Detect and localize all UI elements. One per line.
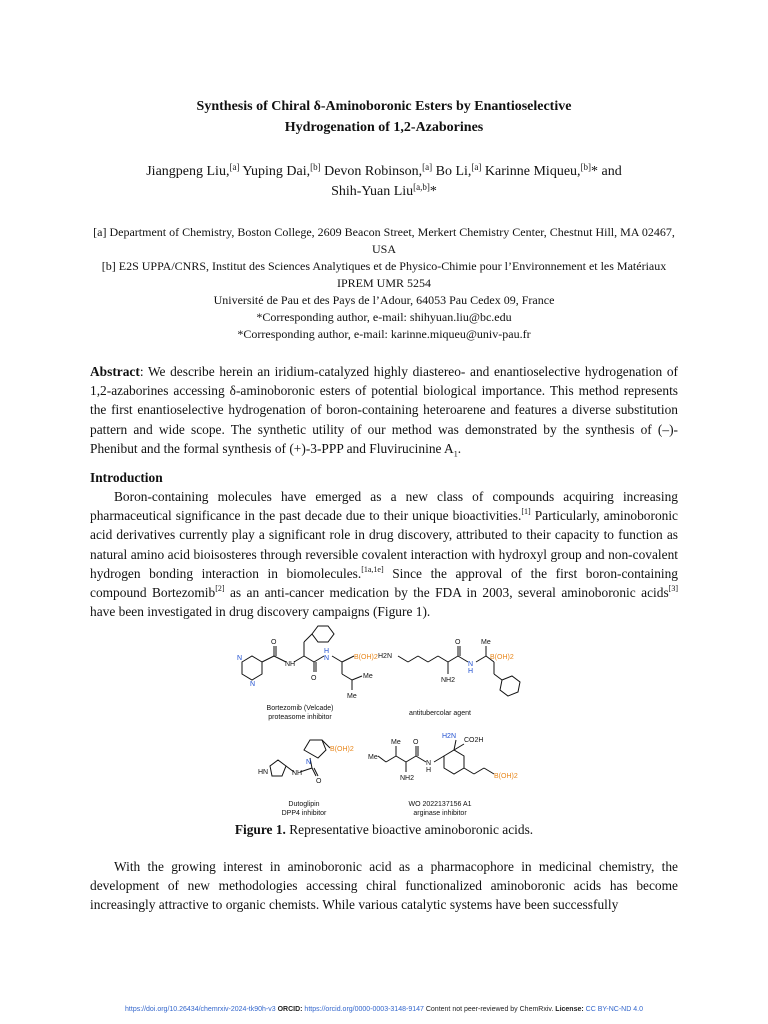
- author-6-affil: [a,b]: [413, 182, 430, 192]
- atom-o: O: [271, 639, 277, 646]
- atom-me: Me: [363, 673, 373, 680]
- atom-n: N: [306, 759, 312, 766]
- pyrrolidine-ring-1: [304, 740, 326, 758]
- license-link[interactable]: CC BY-NC-ND 4.0: [585, 1006, 643, 1013]
- abstract-end: .: [457, 440, 462, 456]
- doi-link[interactable]: https://doi.org/10.26434/chemrxiv-2024-tk90h-v3: [125, 1006, 276, 1013]
- bortezomib-desc: proteasome inhibitor: [268, 714, 332, 721]
- introduction-paragraph: [90, 487, 678, 621]
- atom-o: O: [316, 778, 322, 785]
- author-4-affil: [a]: [471, 162, 482, 172]
- author-3-affil: [a]: [422, 162, 433, 172]
- affiliation-b-university: Université de Pau et des Pays de l’Adour, 64053 Pau Cedex 09, France: [213, 293, 555, 307]
- orcid-label: ORCID:: [277, 1006, 303, 1013]
- corresponding-email-2: *Corresponding author, e-mail: karinne.miqueu@univ-pau.fr: [237, 327, 531, 341]
- author-1: Jiangpeng Liu,: [146, 164, 230, 179]
- cyclohexane-ring: [444, 750, 464, 774]
- author-6-suffix: *: [429, 184, 437, 199]
- intro-text-c: Since the approval of the first boron-containing compound Bortezomib: [90, 565, 678, 601]
- atom-me: Me: [481, 639, 491, 646]
- atom-n: N: [250, 681, 256, 688]
- author-2: Yuping Dai,: [239, 164, 311, 179]
- atom-me: Me: [391, 739, 401, 746]
- figure-1-structures: [230, 620, 550, 825]
- ref-3: [3]: [668, 584, 678, 594]
- abstract-label: Abstract: [90, 364, 140, 379]
- affiliation-b: [b] E2S UPPA/CNRS, Institut des Sciences Analytiques et de Physico-Chimie pour l’Environnement et les Matériaux IPREM UMR 5254: [101, 259, 667, 290]
- orcid-link[interactable]: https://orcid.org/0000-0003-3148-9147: [304, 1006, 424, 1013]
- author-5-suffix: * and: [591, 164, 622, 179]
- atom-n: N: [468, 661, 474, 668]
- wo-desc: arginase inhibitor: [413, 810, 467, 817]
- atom-nh: NH: [285, 661, 296, 668]
- second-paragraph: With the growing interest in aminoboronic acid as a pharmacophore in medicinal chemistry, the development of new methodologies accessing chiral functionalized aminoboronic acids has become increasingly attractive to organic chemists. While various catalytic systems have been successfully: [90, 859, 678, 913]
- atom-o: O: [455, 639, 461, 646]
- atom-h: H: [324, 648, 330, 655]
- peer-review-note: Content not peer-reviewed by ChemRxiv.: [423, 1006, 554, 1013]
- pyrrolidine-ring-2: [270, 760, 286, 776]
- atom-co2h: CO2H: [464, 737, 484, 744]
- phenyl-ring-2: [500, 676, 520, 696]
- atom-nh2: NH2: [441, 677, 456, 684]
- ref-1: [1]: [521, 507, 531, 517]
- atom-me: Me: [347, 693, 357, 700]
- atom-hn: HN: [258, 769, 269, 776]
- atom-h: H: [426, 767, 432, 774]
- phenyl-ring-1: [312, 626, 334, 642]
- antitubercular-label: antitubercolar agent: [409, 710, 471, 717]
- atom-o: O: [413, 739, 419, 746]
- author-5: Karinne Miqueu,: [481, 164, 581, 179]
- page-footer: [0, 1006, 768, 1013]
- affiliations: [90, 224, 678, 343]
- bortezomib-name: Bortezomib (Velcade): [266, 705, 334, 712]
- paper-title: [90, 96, 678, 138]
- atom-n: N: [426, 760, 432, 767]
- author-2-affil: [b]: [310, 162, 321, 172]
- atom-boh2: B(OH)2: [494, 773, 518, 780]
- dutoglipin-name: Dutoglipin: [288, 801, 320, 808]
- author-list: [90, 162, 678, 202]
- author-6: Shih-Yuan Liu: [331, 184, 414, 199]
- introduction-heading: Introduction: [90, 470, 163, 485]
- abstract: [90, 362, 678, 458]
- caption-text: Representative bioactive aminoboronic acids.: [285, 822, 534, 837]
- atom-h2n: H2N: [442, 733, 457, 740]
- title-line-1: Synthesis of Chiral δ-Aminoboronic Esters by Enantioselective: [196, 99, 572, 114]
- author-5-affil: [b]: [580, 162, 592, 172]
- intro-text-d: as an anti-cancer medication by the FDA in 2003, several aminoboronic acids: [224, 585, 669, 601]
- atom-n: N: [237, 655, 243, 662]
- pyrazine-ring: [242, 656, 262, 680]
- bortezomib-structure: [242, 626, 362, 690]
- atom-boh2: B(OH)2: [330, 746, 354, 753]
- intro-text-a: Boron-containing molecules have emerged as a new class of compounds acquiring increasing pharmaceutical significance in the past decade due to their unique bioactivities.: [90, 489, 678, 524]
- abstract-text: : We describe herein an iridium-catalyzed highly diastereo- and enantioselective hydrogenation of 1,2-azaborines accessing δ-aminoboronic esters of potential biological importance. This method represents the first enantioselective hydrogenation of boron-containing heteroarene and features a diverse substitution pattern and wide scope. The synthetic utility of our method was demonstrated by the synthesis of (–)-Phenibut and the formal synthesis of (+)-3-PPP and Fluvirucinine A: [90, 364, 678, 456]
- author-1-affil: [a]: [229, 162, 240, 172]
- author-4: Bo Li,: [432, 164, 472, 179]
- affiliation-a: [a] Department of Chemistry, Boston College, 2609 Beacon Street, Merkert Chemistry Center, Chestnut Hill, MA 02467, USA: [93, 225, 675, 256]
- dutoglipin-desc: DPP4 inhibitor: [281, 810, 327, 817]
- intro-text-b: Particularly, aminoboronic acid derivatives currently play a significant role in drug discovery, attributed to their capacity to function as natural amino acid bioisosteres through reversible covalent interaction with hydroxyl group and non-covalent hydrogen bonding interaction in biomolecules.: [90, 508, 678, 581]
- atom-h: H: [468, 668, 474, 675]
- title-line-2: Hydrogenation of 1,2-Azaborines: [284, 120, 484, 135]
- atom-boh2: B(OH)2: [354, 654, 378, 661]
- figure-1-caption: [90, 822, 678, 838]
- atom-h2n: H2N: [378, 653, 393, 660]
- ref-1a-1e: [1a,1e]: [361, 564, 384, 574]
- caption-label: Figure 1.: [234, 822, 286, 837]
- atom-nh2: NH2: [400, 775, 415, 782]
- atom-n: N: [324, 655, 330, 662]
- intro-text-e: have been investigated in drug discovery campaigns (Figure 1).: [90, 604, 431, 620]
- wo-name: WO 2022137156 A1: [408, 801, 472, 808]
- atom-o: O: [311, 675, 317, 682]
- license-label: License:: [555, 1006, 584, 1013]
- atom-me: Me: [368, 754, 378, 761]
- corresponding-email-1: *Corresponding author, e-mail: shihyuan.liu@bc.edu: [256, 310, 512, 324]
- atom-nh: NH: [292, 770, 303, 777]
- atom-boh2: B(OH)2: [490, 654, 514, 661]
- abstract-subscript: 1: [453, 449, 458, 459]
- author-3: Devon Robinson,: [320, 164, 423, 179]
- ref-2: [2]: [215, 584, 225, 594]
